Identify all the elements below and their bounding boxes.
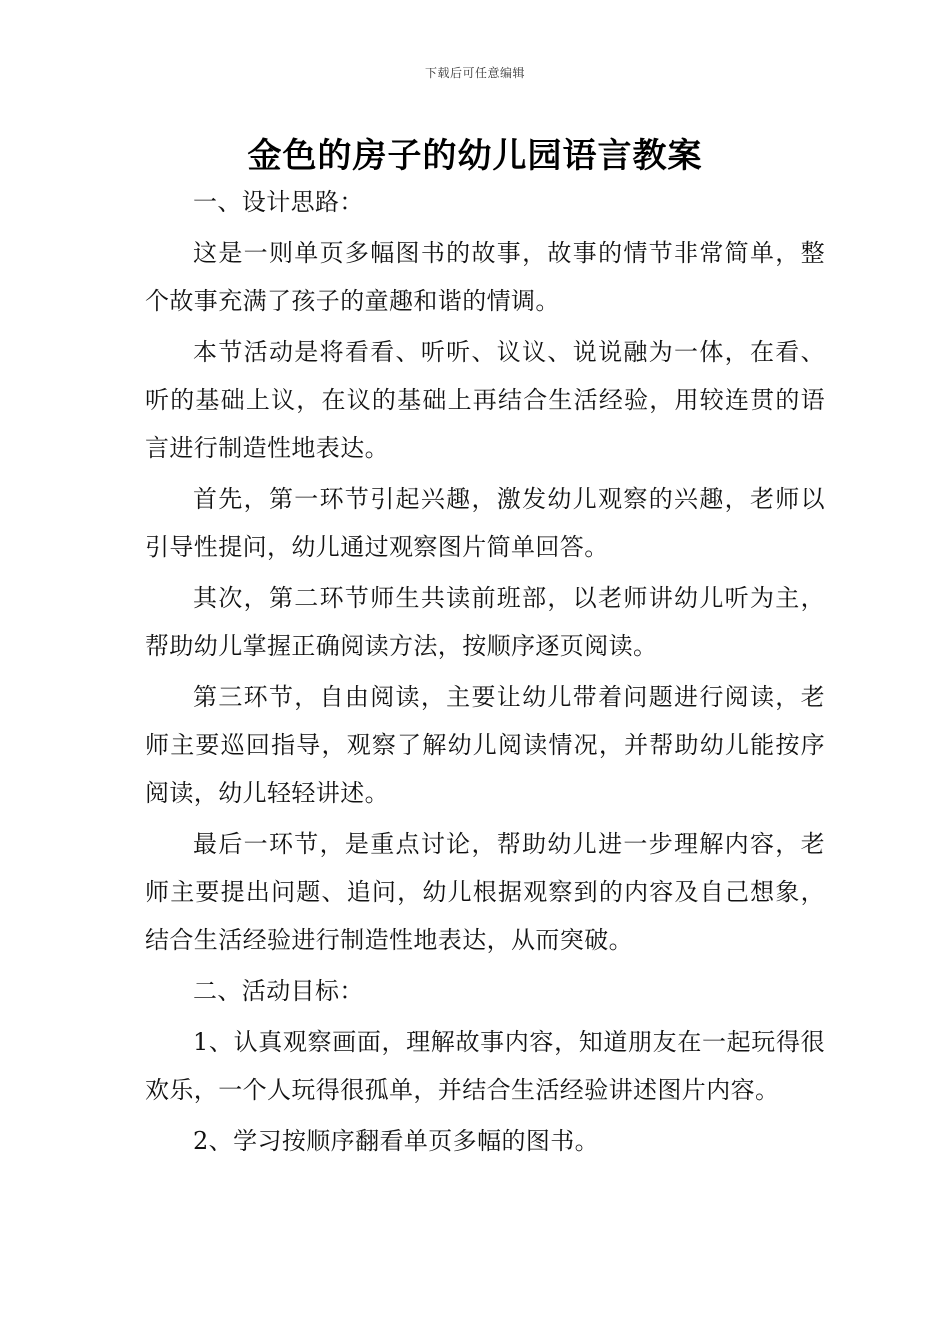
paragraph: 这是一则单页多幅图书的故事，故事的情节非常简单，整个故事充满了孩子的童趣和谐的情调。 <box>145 239 825 315</box>
section-heading-design: 一、设计思路： <box>193 188 364 216</box>
paragraph: 首先，第一环节引起兴趣，激发幼儿观察的兴趣，老师以引导性提问，幼儿通过观察图片简单回答。 <box>145 485 825 561</box>
list-item: 2、学习按顺序翻看单页多幅的图书。 <box>193 1127 600 1155</box>
paragraph: 其次，第二环节师生共读前班部，以老师讲幼儿听为主，帮助幼儿掌握正确阅读方法，按顺序逐页阅读。 <box>145 584 825 660</box>
header-note: 下载后可任意编辑 <box>424 66 525 80</box>
list-item: 1、认真观察画面，理解故事内容，知道朋友在一起玩得很欢乐，一个人玩得很孤单，并结合生活经验讲述图片内容。 <box>145 1028 825 1104</box>
section-heading-goals: 二、活动目标： <box>193 977 364 1005</box>
paragraph: 本节活动是将看看、听听、议议、说说融为一体，在看、听的基础上议，在议的基础上再结合生活经验，用较连贯的语言进行制造性地表达。 <box>145 338 825 462</box>
document-title: 金色的房子的幼儿园语言教案 <box>247 136 703 176</box>
paragraph: 第三环节，自由阅读，主要让幼儿带着问题进行阅读，老师主要巡回指导，观察了解幼儿阅读情况，并帮助幼儿能按序阅读，幼儿轻轻讲述。 <box>145 683 825 807</box>
paragraph: 最后一环节，是重点讨论，帮助幼儿进一步理解内容，老师主要提出问题、追问，幼儿根据观察到的内容及自己想象，结合生活经验进行制造性地表达，从而突破。 <box>145 830 825 954</box>
document-body <box>145 178 825 1168</box>
